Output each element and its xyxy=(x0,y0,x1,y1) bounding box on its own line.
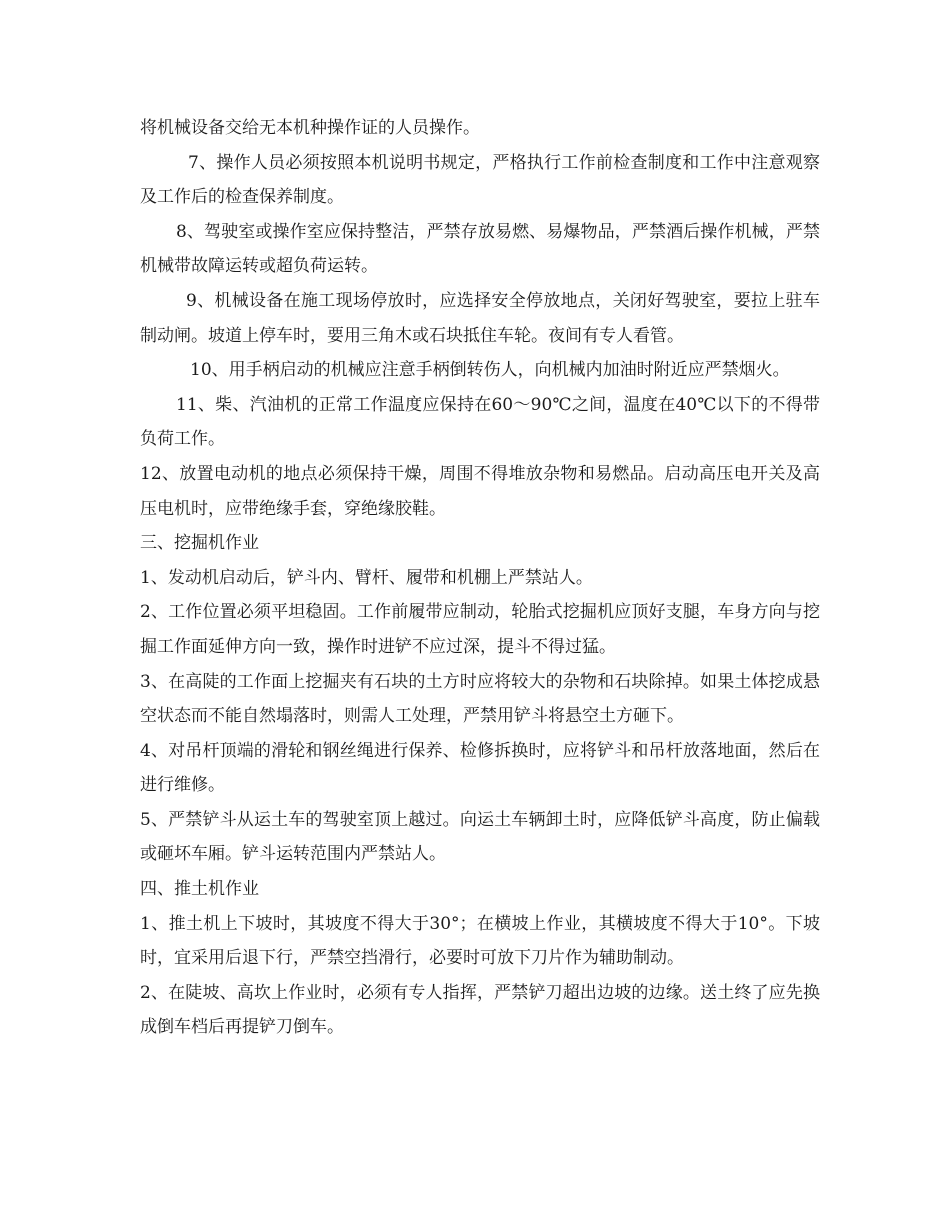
excavator-item-5: 5、严禁铲斗从运土车的驾驶室顶上越过。向运土车辆卸土时，应降低铲斗高度，防止偏载或砸坏车厢。铲斗运转范围内严禁站人。 xyxy=(140,809,820,865)
paragraph-item-8: 8、驾驶室或操作室应保持整洁，严禁存放易燃、易爆物品，严禁酒后操作机械，严禁机械带故障运转或超负荷运转。 xyxy=(140,221,820,277)
paragraph-item-9: 9、机械设备在施工现场停放时，应选择安全停放地点，关闭好驾驶室，要拉上驻车制动闸。坡道上停车时，要用三角木或石块抵住车轮。夜间有专人看管。 xyxy=(140,290,820,346)
paragraph-continuation: 将机械设备交给无本机种操作证的人员操作。 xyxy=(140,118,480,138)
excavator-item-4: 4、对吊杆顶端的滑轮和钢丝绳进行保养、检修拆换时，应将铲斗和吊杆放落地面，然后在进行维修。 xyxy=(140,740,820,796)
paragraph-item-12: 12、放置电动机的地点必须保持干燥，周围不得堆放杂物和易燃品。启动高压电开关及高压电机时，应带绝缘手套，穿绝缘胶鞋。 xyxy=(140,463,820,519)
bulldozer-item-1: 1、推土机上下坡时，其坡度不得大于30°；在横坡上作业，其横坡度不得大于10°。下坡时，宜采用后退下行，严禁空挡滑行，必要时可放下刀片作为辅助制动。 xyxy=(140,913,820,969)
excavator-item-1: 1、发动机启动后，铲斗内、臂杆、履带和机棚上严禁站人。 xyxy=(140,567,593,588)
section-heading-excavator: 三、挖掘机作业 xyxy=(140,533,259,554)
section-heading-bulldozer: 四、推土机作业 xyxy=(140,879,259,900)
paragraph-item-7: 7、操作人员必须按照本机说明书规定，严格执行工作前检查制度和工作中注意观察及工作后的检查保养制度。 xyxy=(140,152,820,208)
excavator-item-3: 3、在高陡的工作面上挖掘夹有石块的土方时应将较大的杂物和石块除掉。如果土体挖成悬空状态而不能自然塌落时，则需人工处理，严禁用铲斗将悬空土方砸下。 xyxy=(140,671,820,727)
bulldozer-item-2: 2、在陡坡、高坎上作业时，必须有专人指挥，严禁铲刀超出边坡的边缘。送土终了应先换成倒车档后再提铲刀倒车。 xyxy=(140,982,820,1038)
excavator-item-2: 2、工作位置必须平坦稳固。工作前履带应制动，轮胎式挖掘机应顶好支腿，车身方向与挖掘工作面延伸方向一致，操作时进铲不应过深，提斗不得过猛。 xyxy=(140,602,820,657)
paragraph-item-11: 11、柴、汽油机的正常工作温度应保持在60～90℃之间，温度在40℃以下的不得带负荷工作。 xyxy=(140,394,820,450)
document-body xyxy=(140,111,820,1045)
paragraph-item-10: 10、用手柄启动的机械应注意手柄倒转伤人，向机械内加油时附近应严禁烟火。 xyxy=(190,360,790,381)
